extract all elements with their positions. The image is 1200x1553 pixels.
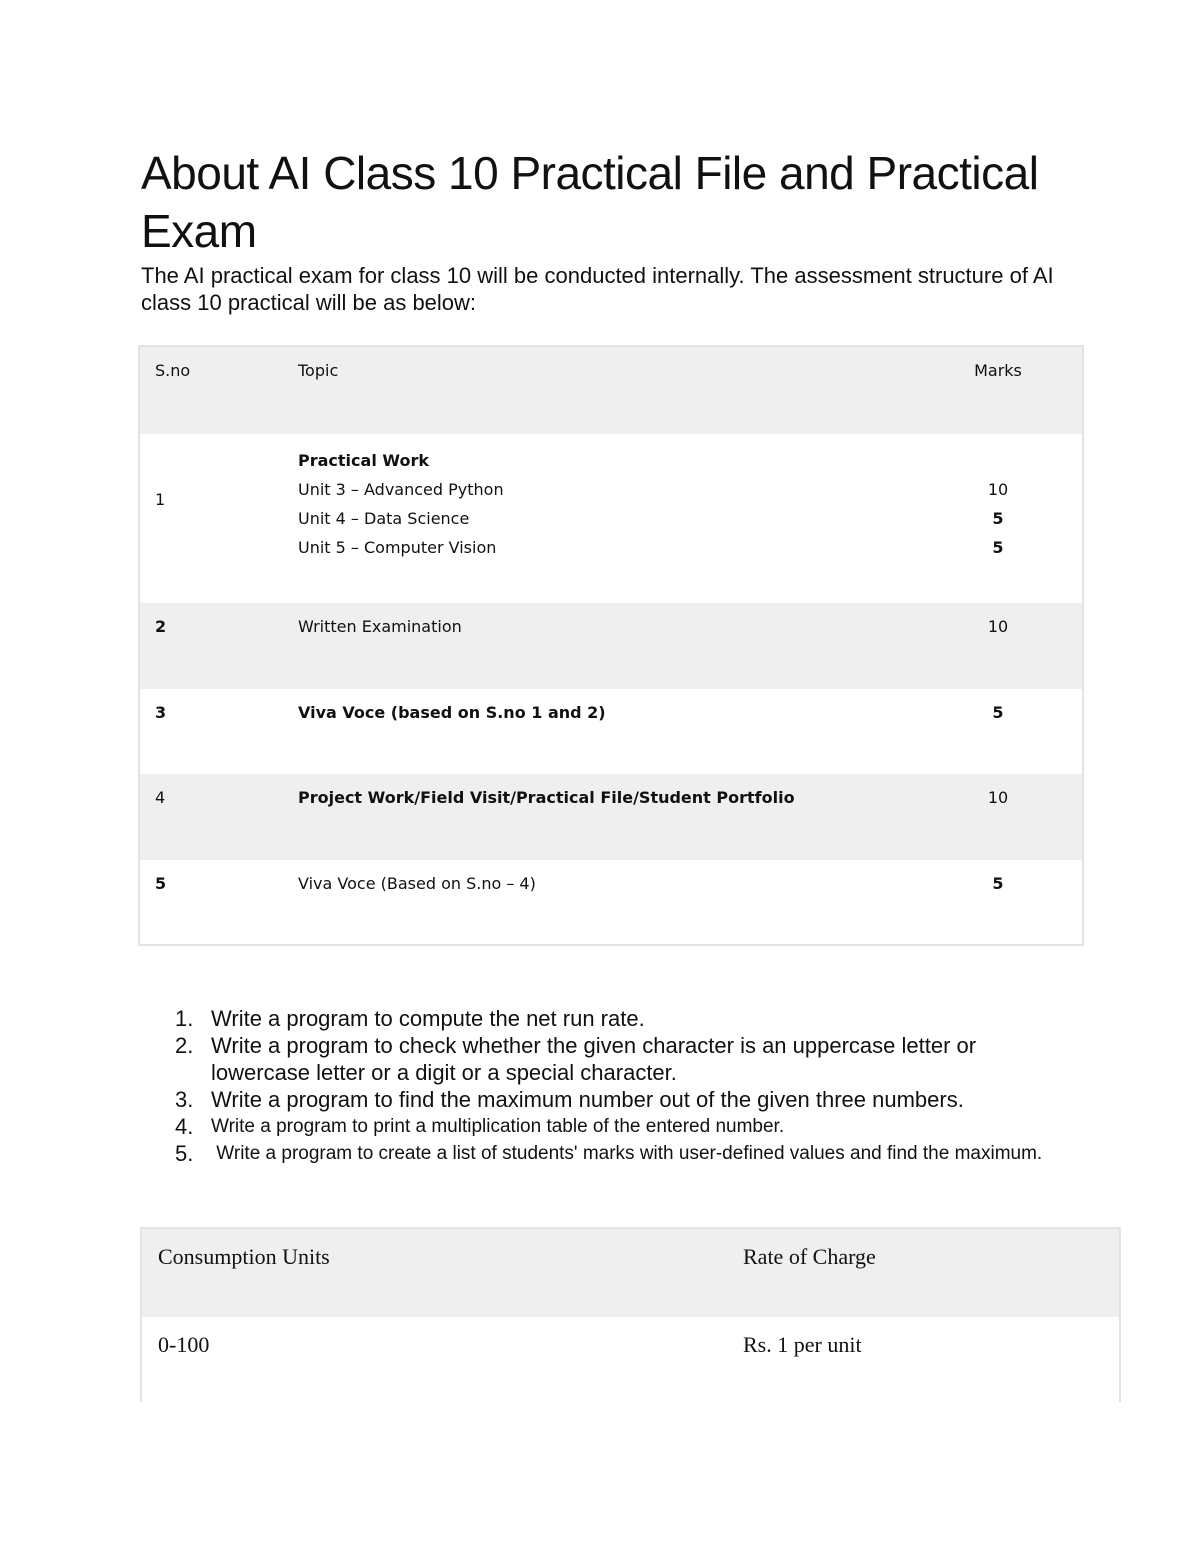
marks-value: 5 [992, 538, 1004, 557]
marks-value: 5 [992, 509, 1004, 528]
row-sno: 2 [155, 617, 167, 636]
list-item [170, 1032, 1070, 1086]
list-number: 1. [175, 1006, 194, 1031]
row-sno: 4 [155, 788, 166, 807]
row-topic: Project Work/Field Visit/Practical File/Student Portfolio [298, 788, 795, 807]
header-sno: S.no [155, 361, 191, 380]
list-item [170, 1005, 1070, 1032]
topic-line: Unit 4 – Data Science [298, 509, 470, 528]
header-marks: Marks [974, 361, 1022, 380]
row-topic: Viva Voce (based on S.no 1 and 2) [298, 703, 606, 722]
list-item [170, 1086, 1070, 1113]
intro-paragraph: The AI practical exam for class 10 will be conducted internally. The assessment structure of AI class 10 practical will be as below: [141, 263, 1054, 315]
table-row [140, 774, 1082, 860]
list-text: Write a program to print a multiplication table of the entered number. [211, 1116, 785, 1137]
table-row [140, 860, 1082, 944]
row-topic: Viva Voce (Based on S.no – 4) [298, 874, 536, 893]
programs-list [170, 1005, 1070, 1167]
topic-line: Unit 5 – Computer Vision [298, 538, 497, 557]
list-number: 3. [175, 1087, 194, 1112]
table-row [140, 603, 1082, 689]
topic-heading: Practical Work [298, 451, 429, 470]
row-units: 0-100 [158, 1332, 210, 1357]
row-sno: 3 [155, 703, 167, 722]
list-text: Write a program to find the maximum number out of the given three numbers. [211, 1087, 964, 1112]
table-row [140, 434, 1082, 603]
table-row [140, 689, 1082, 774]
page-title: About AI Class 10 Practical File and Practical Exam [141, 147, 1039, 257]
table-header-row [140, 347, 1082, 434]
row-topic [298, 446, 504, 562]
rate-table [140, 1227, 1121, 1402]
table-row [142, 1317, 1119, 1402]
list-number: 2. [175, 1033, 194, 1058]
row-rate: Rs. 1 per unit [743, 1332, 862, 1357]
list-item [170, 1113, 1070, 1140]
header-consumption-units: Consumption Units [158, 1244, 330, 1269]
list-number: 5. [175, 1141, 194, 1166]
header-topic: Topic [298, 361, 339, 380]
row-marks [970, 475, 1026, 562]
list-text: Write a program to check whether the given character is an uppercase letter or lowercase letter or a digit or a special character. [211, 1033, 977, 1085]
topic-line: Unit 3 – Advanced Python [298, 480, 504, 499]
row-marks: 10 [987, 617, 1009, 636]
row-marks: 10 [987, 788, 1009, 807]
row-marks: 5 [992, 703, 1004, 722]
row-topic: Written Examination [298, 617, 462, 636]
assessment-table [138, 345, 1084, 946]
rate-table-header-row [142, 1229, 1119, 1317]
list-number: 4. [175, 1114, 194, 1139]
row-marks: 5 [992, 874, 1004, 893]
header-rate-of-charge: Rate of Charge [743, 1244, 876, 1269]
list-item [170, 1140, 1070, 1167]
list-text: Write a program to create a list of students' marks with user-defined values and find the maximum. [211, 1143, 1043, 1164]
row-sno: 5 [155, 874, 167, 893]
row-sno: 1 [155, 490, 166, 509]
marks-value: 10 [987, 480, 1009, 499]
list-text: Write a program to compute the net run rate. [211, 1006, 645, 1031]
